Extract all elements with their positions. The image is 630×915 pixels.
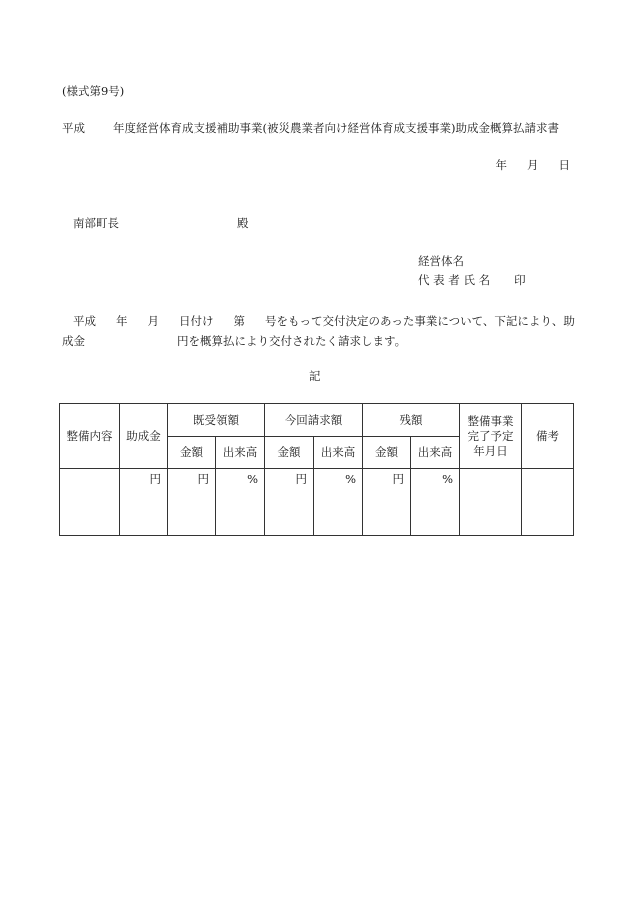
header-remarks: 備考: [522, 404, 574, 469]
header-completion: [460, 404, 522, 469]
header-received-progress: 出来高: [216, 437, 265, 469]
header-completion-3: 年月日: [473, 443, 508, 458]
cell-received-progress[interactable]: %: [216, 469, 265, 536]
date-day: 日: [558, 158, 570, 172]
body-no-prefix: 第: [233, 314, 245, 328]
cell-current-progress[interactable]: %: [314, 469, 363, 536]
representative-label: 代 表 者 氏 名: [418, 273, 491, 287]
body-sentence-1: 号をもって交付決定のあった事業について、下記により、助成金: [62, 314, 575, 348]
cell-completion-date[interactable]: [460, 469, 522, 536]
cell-received-amount[interactable]: 円: [168, 469, 216, 536]
request-body: [62, 311, 576, 351]
cell-grant[interactable]: 円: [120, 469, 168, 536]
representative-line: [418, 275, 526, 287]
body-month: 月: [147, 314, 159, 328]
grant-table: [59, 403, 574, 536]
table-row: [60, 469, 574, 536]
header-completion-2: 完了予定: [467, 428, 514, 443]
document-title: [62, 123, 559, 135]
header-received-amount: 金額: [168, 437, 216, 469]
date-month: 月: [527, 158, 539, 172]
header-remaining-amount: 金額: [363, 437, 411, 469]
header-remaining-progress: 出来高: [411, 437, 460, 469]
body-year: 年: [116, 314, 128, 328]
form-number: (様式第9号): [62, 84, 125, 98]
body-era: 平成: [73, 314, 96, 328]
cell-remaining-progress[interactable]: %: [411, 469, 460, 536]
seal-mark: 印: [514, 273, 526, 287]
header-completion-1: 整備事業: [467, 413, 514, 428]
cell-remarks[interactable]: [522, 469, 574, 536]
date-line: [496, 160, 571, 172]
header-current-progress: 出来高: [314, 437, 363, 469]
body-day-dated: 日付け: [179, 314, 214, 328]
recipient-line: [73, 218, 249, 230]
title-era: 平成: [62, 121, 85, 135]
cell-remaining-amount[interactable]: 円: [363, 469, 411, 536]
recipient-name: 南部町長: [73, 216, 119, 230]
business-name-label: 経営体名: [418, 254, 464, 268]
header-content: 整備内容: [60, 404, 120, 469]
cell-content[interactable]: [60, 469, 120, 536]
body-sentence-2: 円を概算払により交付されたく請求します。: [177, 334, 407, 348]
recipient-honorific: 殿: [237, 216, 249, 230]
date-year: 年: [495, 158, 507, 172]
ki-heading: 記: [309, 369, 321, 383]
header-grant: 助成金: [120, 404, 168, 469]
header-current-amount: 金額: [265, 437, 314, 469]
title-text: 年度経営体育成支援補助事業(被災農業者向け経営体育成支援事業)助成金概算払請求書: [113, 121, 559, 135]
cell-current-amount[interactable]: 円: [265, 469, 314, 536]
header-current: 今回請求額: [265, 404, 363, 437]
header-remaining: 残額: [363, 404, 460, 437]
header-received: 既受領額: [168, 404, 265, 437]
